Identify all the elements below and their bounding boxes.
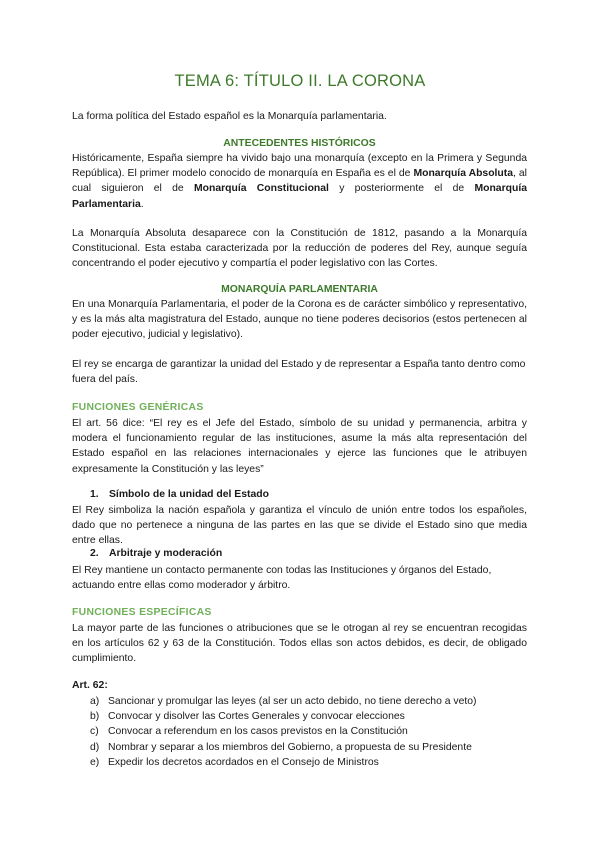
list-letter: e) xyxy=(90,756,100,768)
antecedentes-text-e: . xyxy=(140,198,144,210)
antecedentes-paragraph-2: La Monarquía Absoluta desaparece con la Constitución de 1812, pasando a la Monarquía Constitucional. Esta estaba caracterizada por la reducción de poderes del Rey, aunque seguía concentrando el poder ejecutivo y compartía el poder legislativo con las Cortes. xyxy=(72,228,527,270)
list-text: Convocar a referendum en los casos previstos en la Constitución xyxy=(108,726,408,738)
term-monarquia-constitucional: Monarquía Constitucional xyxy=(193,183,329,195)
list-text: Sancionar y promulgar las leyes (al ser un acto debido, no tiene derecho a veto) xyxy=(108,696,477,707)
heading-funciones-genericas: FUNCIONES GENÉRICAS xyxy=(72,402,204,413)
numbered-heading-1 xyxy=(90,489,269,500)
heading-funciones-especificas: FUNCIONES ESPECÍFICAS xyxy=(72,607,212,618)
item1-title: Símbolo de la unidad del Estado xyxy=(109,489,269,500)
monarquia-paragraph-1: En una Monarquía Parlamentaria, el poder de la Corona es de carácter simbólico y representativo, y es la más alta magistratura del Estado, aunque no tiene poderes decisorios (estos pertenecen al poder ejecutivo, judicial y legislativo). xyxy=(72,299,527,341)
number-1: 1. xyxy=(90,489,99,500)
list-item xyxy=(90,694,477,709)
antecedentes-text-c: , al cual siguieron el de xyxy=(72,168,527,195)
document-title: TEMA 6: TÍTULO II. LA CORONA xyxy=(174,72,426,90)
monarquia-paragraph-2: El rey se encarga de garantizar la unidad del Estado y de representar a España tanto dentro como fuera del país. xyxy=(72,359,526,386)
antecedentes-text-d: y posteriormente el de xyxy=(328,183,475,195)
heading-antecedentes: ANTECEDENTES HISTÓRICOS xyxy=(223,138,376,149)
list-text: Expedir los decretos acordados en el Consejo de Ministros xyxy=(108,756,379,768)
intro-paragraph: La forma política del Estado español es la Monarquía parlamentaria. xyxy=(72,111,387,122)
list-letter: d) xyxy=(90,741,100,753)
item1-paragraph: El Rey simboliza la nación española y garantiza el vínculo de unión entre todos los españoles, dado que no pertenece a ninguna de las partes en las que se divide el Estado sino que media entre ellas. xyxy=(72,505,527,547)
art-62-list xyxy=(90,694,477,770)
list-letter: c) xyxy=(90,726,99,738)
antecedentes-paragraph-1 xyxy=(72,151,527,212)
antecedentes-text-a: Históricamente, España siempre ha vivido bajo una monarquía (excepto en la Primera y Segunda República). El primer modelo conocido de monarquía en España es el de xyxy=(72,153,527,180)
art-62-label: Art. 62: xyxy=(72,680,108,691)
especificas-paragraph-1: La mayor parte de las funciones o atribuciones que se le otrogan al rey se encuentran recogidas en los artículos 62 y 63 de la Constitución. Todos ellas son actos debidos, es decir, de obligado cumplimiento. xyxy=(72,623,527,665)
number-2: 2. xyxy=(90,548,99,559)
heading-monarquia-parlamentaria: MONARQUÍA PARLAMENTARIA xyxy=(221,284,378,295)
list-text: Convocar y disolver las Cortes Generales y convocar elecciones xyxy=(108,711,405,723)
term-monarquia-parlamentaria: Monarquía Parlamentaria xyxy=(72,183,527,210)
genericas-paragraph-1: El art. 56 dice: “El rey es el Jefe del Estado, símbolo de su unidad y permanencia, arbitra y modera el funcionamiento regular de las instituciones, asume la más alta representación del Estado español en las relaciones internacionales y ejerce las funciones que le atribuyen expresamente la Constitución y las leyes” xyxy=(72,418,527,475)
list-item xyxy=(90,740,477,755)
list-item xyxy=(90,755,477,770)
term-monarquia-absoluta: Monarquía Absoluta xyxy=(413,168,514,180)
list-letter: a) xyxy=(90,696,100,707)
list-text: Nombrar y separar a los miembros del Gobierno, a propuesta de su Presidente xyxy=(108,741,472,753)
item2-paragraph: El Rey mantiene un contacto permanente con todas las Instituciones y órganos del Estado, actuando entre ellas como moderador y árbitro. xyxy=(72,565,492,592)
list-letter: b) xyxy=(90,711,100,723)
numbered-heading-2 xyxy=(90,548,222,559)
list-item xyxy=(90,724,477,739)
list-item xyxy=(90,709,477,724)
item2-title: Arbitraje y moderación xyxy=(109,548,223,559)
